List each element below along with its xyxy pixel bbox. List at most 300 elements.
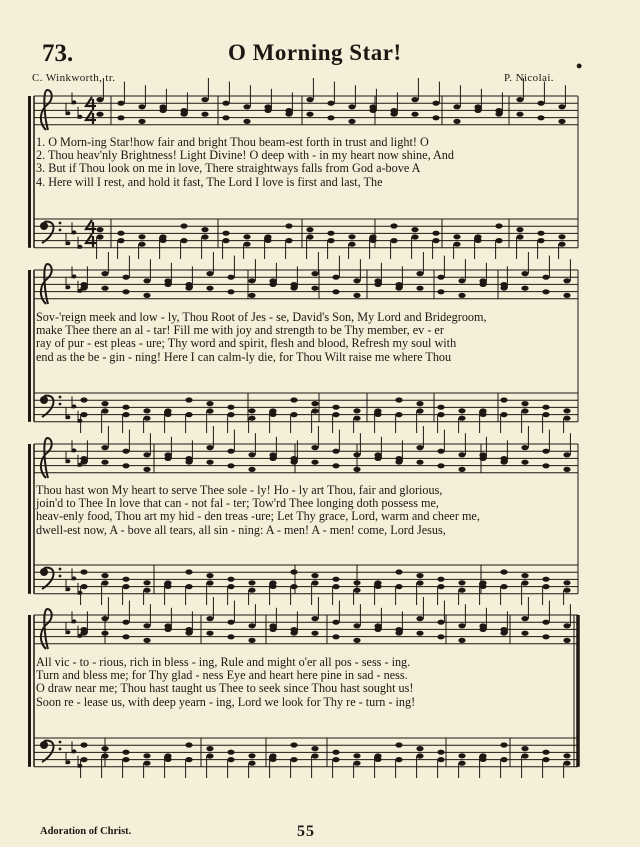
- note-head: [80, 569, 87, 574]
- note-head: [353, 293, 360, 298]
- note-head: [122, 412, 129, 417]
- note-head: [306, 97, 313, 102]
- bass-clef-icon: [40, 741, 48, 749]
- note-head: [164, 278, 171, 283]
- note-head: [395, 742, 402, 747]
- note-head: [311, 401, 318, 406]
- note-head: [416, 580, 423, 585]
- note-head: [458, 278, 465, 283]
- system-brace: [28, 96, 31, 248]
- lyric-line: dwell-est now, A - bove all tears, all sin - ning: A - men! A - men! come, Lord Jesus,: [36, 522, 446, 537]
- note-head: [521, 460, 528, 465]
- note-head: [521, 401, 528, 406]
- note-head: [521, 580, 528, 585]
- note-head: [248, 452, 255, 457]
- note-head: [332, 412, 339, 417]
- note-head: [164, 623, 171, 628]
- note-head: [206, 408, 213, 413]
- note-head: [185, 742, 192, 747]
- note-head: [269, 408, 276, 413]
- note-head: [332, 405, 339, 410]
- note-head: [332, 634, 339, 639]
- note-head: [416, 408, 423, 413]
- note-head: [159, 104, 166, 109]
- note-head: [206, 631, 213, 636]
- note-head: [306, 227, 313, 232]
- bass-clef-icon: [40, 396, 48, 404]
- note-head: [537, 238, 544, 243]
- note-head: [563, 580, 570, 585]
- note-head: [159, 234, 166, 239]
- note-head: [332, 750, 339, 755]
- note-head: [122, 634, 129, 639]
- note-head: [516, 112, 523, 117]
- note-head: [563, 452, 570, 457]
- note-head: [243, 104, 250, 109]
- note-head: [432, 231, 439, 236]
- note-head: [206, 445, 213, 450]
- note-head: [500, 282, 507, 287]
- note-head: [437, 750, 444, 755]
- note-head: [164, 452, 171, 457]
- note-head: [563, 638, 570, 643]
- hymn-title: O Morning Star!: [228, 40, 402, 65]
- note-head: [521, 616, 528, 621]
- note-head: [353, 408, 360, 413]
- note-head: [542, 405, 549, 410]
- note-head: [474, 104, 481, 109]
- note-head: [311, 616, 318, 621]
- note-head: [332, 584, 339, 589]
- note-head: [290, 282, 297, 287]
- note-head: [101, 573, 108, 578]
- note-head: [227, 275, 234, 280]
- note-head: [479, 452, 486, 457]
- note-head: [101, 286, 108, 291]
- note-head: [117, 115, 124, 120]
- note-head: [327, 238, 334, 243]
- lyric-line: make Thee there an al - tar! Fill me with joy and strength to be Thy member, ev - er: [36, 323, 444, 338]
- verse-block-2: [36, 311, 576, 364]
- note-head: [521, 408, 528, 413]
- note-head: [542, 275, 549, 280]
- note-head: [306, 234, 313, 239]
- note-head: [542, 620, 549, 625]
- note-head: [437, 412, 444, 417]
- note-head: [500, 584, 507, 589]
- note-head: [500, 412, 507, 417]
- note-head: [311, 746, 318, 751]
- note-head: [474, 234, 481, 239]
- note-head: [227, 405, 234, 410]
- note-head: [558, 242, 565, 247]
- lyric-line: 1. O Morn-ing Star!how fair and bright Thou beam-est forth in trust and light! O: [36, 135, 429, 149]
- note-head: [395, 569, 402, 574]
- note-head: [332, 463, 339, 468]
- note-head: [563, 588, 570, 593]
- note-head: [206, 460, 213, 465]
- lyric-line: 3. But if Thou look on me in love, There straightways falls from God a-bove A: [36, 161, 421, 176]
- note-head: [122, 275, 129, 280]
- note-head: [248, 761, 255, 766]
- note-head: [206, 616, 213, 621]
- note-head: [311, 580, 318, 585]
- note-head: [437, 757, 444, 762]
- note-head: [521, 746, 528, 751]
- note-head: [411, 234, 418, 239]
- note-head: [437, 289, 444, 294]
- note-head: [185, 412, 192, 417]
- note-head: [521, 573, 528, 578]
- note-head: [516, 227, 523, 232]
- note-head: [416, 631, 423, 636]
- note-head: [201, 97, 208, 102]
- lyric-line: All vic - to - rious, rich in bless - ing, Rule and might o'er all pos - sess - ing.: [36, 655, 411, 669]
- note-head: [206, 286, 213, 291]
- note-head: [416, 460, 423, 465]
- note-head: [458, 638, 465, 643]
- note-head: [327, 231, 334, 236]
- note-head: [80, 742, 87, 747]
- note-head: [143, 278, 150, 283]
- bass-clef-dot: [59, 748, 62, 751]
- lyric-line: 4. Here will I rest, and hold it fast, The Lord I love is first and last, The: [36, 174, 383, 189]
- note-head: [563, 293, 570, 298]
- bass-clef-icon: [40, 222, 48, 230]
- note-head: [290, 412, 297, 417]
- page-number: 55: [297, 823, 315, 840]
- note-head: [122, 577, 129, 582]
- note-head: [500, 742, 507, 747]
- note-head: [395, 584, 402, 589]
- note-head: [416, 746, 423, 751]
- note-head: [332, 620, 339, 625]
- bass-clef-dot: [59, 575, 62, 578]
- note-head: [80, 282, 87, 287]
- note-head: [138, 104, 145, 109]
- note-head: [80, 757, 87, 762]
- note-head: [311, 408, 318, 413]
- verse-block-4: [36, 656, 576, 709]
- note-head: [201, 234, 208, 239]
- note-head: [416, 616, 423, 621]
- note-head: [458, 293, 465, 298]
- note-head: [206, 401, 213, 406]
- note-head: [353, 753, 360, 758]
- note-head: [185, 627, 192, 632]
- note-head: [516, 234, 523, 239]
- lyric-line: heav-enly food, Thou art my hid - den treas -ure; Let Thy grace, Lord, warm and cheer me,: [36, 509, 480, 524]
- note-head: [290, 742, 297, 747]
- note-head: [290, 397, 297, 402]
- note-head: [143, 753, 150, 758]
- lyric-line: 2. Thou heav'nly Brightness! Light Divine! O deep with - in my heart now shine, And: [36, 148, 454, 163]
- note-head: [411, 227, 418, 232]
- note-head: [164, 580, 171, 585]
- lyric-line: end as the be - gin - ning! Here I can calm-ly die, for Thou Wilt raise me where Thou: [36, 349, 452, 364]
- note-head: [479, 580, 486, 585]
- note-head: [227, 584, 234, 589]
- note-head: [563, 278, 570, 283]
- note-head: [143, 408, 150, 413]
- translator-credit: C. Winkworth, tr.: [32, 72, 116, 84]
- note-head: [479, 278, 486, 283]
- note-head: [117, 101, 124, 106]
- note-head: [143, 467, 150, 472]
- note-head: [269, 580, 276, 585]
- note-head: [495, 238, 502, 243]
- note-head: [143, 638, 150, 643]
- note-head: [143, 452, 150, 457]
- note-head: [143, 623, 150, 628]
- note-head: [290, 456, 297, 461]
- note-head: [500, 397, 507, 402]
- note-head: [453, 242, 460, 247]
- note-head: [311, 573, 318, 578]
- note-head: [185, 456, 192, 461]
- note-head: [437, 463, 444, 468]
- note-head: [458, 580, 465, 585]
- lyric-line: Thou hast won My heart to serve Thee sole - ly! Ho - ly art Thou, fair and glorious,: [36, 483, 443, 497]
- note-head: [138, 119, 145, 124]
- note-head: [138, 242, 145, 247]
- note-head: [542, 750, 549, 755]
- note-head: [101, 580, 108, 585]
- note-head: [411, 97, 418, 102]
- note-head: [500, 456, 507, 461]
- note-head: [542, 577, 549, 582]
- note-head: [416, 573, 423, 578]
- note-head: [353, 588, 360, 593]
- lyric-line: O draw near me; Thou hast taught us Thee to seek since Thou hast sought us!: [36, 681, 414, 696]
- bass-clef-dot: [59, 222, 62, 225]
- note-head: [332, 577, 339, 582]
- note-head: [563, 761, 570, 766]
- note-head: [437, 405, 444, 410]
- note-head: [248, 588, 255, 593]
- note-head: [495, 223, 502, 228]
- note-head: [395, 627, 402, 632]
- note-head: [521, 271, 528, 276]
- note-head: [390, 108, 397, 113]
- lyric-line: join'd to Thee In love that can - not fal - ter; Tow'rd Thee longing doth possess me,: [36, 496, 439, 511]
- bass-clef-dot: [59, 568, 62, 571]
- note-head: [458, 623, 465, 628]
- note-head: [353, 580, 360, 585]
- verse-block-1: [36, 136, 576, 189]
- note-head: [122, 449, 129, 454]
- note-head: [290, 569, 297, 574]
- note-head: [101, 616, 108, 621]
- note-head: [416, 286, 423, 291]
- note-head: [542, 584, 549, 589]
- note-head: [311, 286, 318, 291]
- note-head: [227, 289, 234, 294]
- note-head: [537, 231, 544, 236]
- note-head: [411, 112, 418, 117]
- note-head: [269, 753, 276, 758]
- note-head: [563, 467, 570, 472]
- note-head: [269, 623, 276, 628]
- note-head: [348, 234, 355, 239]
- note-head: [248, 580, 255, 585]
- note-head: [327, 115, 334, 120]
- note-head: [374, 580, 381, 585]
- note-head: [437, 584, 444, 589]
- note-head: [353, 623, 360, 628]
- note-head: [248, 408, 255, 413]
- note-head: [185, 282, 192, 287]
- note-head: [227, 412, 234, 417]
- note-head: [185, 584, 192, 589]
- note-head: [416, 401, 423, 406]
- note-head: [353, 452, 360, 457]
- note-head: [327, 101, 334, 106]
- note-head: [521, 286, 528, 291]
- note-head: [227, 577, 234, 582]
- note-head: [437, 577, 444, 582]
- note-head: [558, 119, 565, 124]
- note-head: [180, 238, 187, 243]
- note-head: [101, 271, 108, 276]
- note-head: [542, 449, 549, 454]
- note-head: [101, 631, 108, 636]
- note-head: [248, 416, 255, 421]
- note-head: [185, 569, 192, 574]
- note-head: [227, 463, 234, 468]
- system-brace: [28, 270, 31, 422]
- note-head: [416, 271, 423, 276]
- note-head: [243, 119, 250, 124]
- note-head: [80, 456, 87, 461]
- note-head: [222, 101, 229, 106]
- note-head: [479, 408, 486, 413]
- verse-block-3: [36, 484, 576, 537]
- note-head: [390, 238, 397, 243]
- note-head: [96, 112, 103, 117]
- lyric-line: Sov-'reign meek and low - ly, Thou Root of Jes - se, David's Son, My Lord and Bridegroom,: [36, 310, 487, 324]
- note-head: [332, 289, 339, 294]
- note-head: [348, 104, 355, 109]
- bass-clef-dot: [59, 229, 62, 232]
- note-head: [122, 463, 129, 468]
- note-head: [290, 627, 297, 632]
- note-head: [416, 753, 423, 758]
- note-head: [222, 238, 229, 243]
- note-head: [248, 467, 255, 472]
- note-head: [164, 753, 171, 758]
- note-head: [416, 445, 423, 450]
- note-head: [122, 750, 129, 755]
- note-head: [248, 278, 255, 283]
- note-head: [353, 638, 360, 643]
- note-head: [542, 463, 549, 468]
- note-head: [201, 227, 208, 232]
- note-head: [285, 108, 292, 113]
- note-head: [563, 408, 570, 413]
- note-head: [143, 588, 150, 593]
- note-head: [369, 234, 376, 239]
- note-head: [453, 234, 460, 239]
- note-head: [458, 452, 465, 457]
- note-head: [227, 750, 234, 755]
- note-head: [80, 412, 87, 417]
- hymn-number: 73.: [42, 40, 74, 67]
- note-head: [500, 757, 507, 762]
- note-head: [537, 115, 544, 120]
- note-head: [290, 584, 297, 589]
- note-head: [542, 412, 549, 417]
- note-head: [332, 275, 339, 280]
- note-head: [206, 573, 213, 578]
- note-head: [311, 445, 318, 450]
- bass-clef-dot: [59, 403, 62, 406]
- note-head: [222, 231, 229, 236]
- note-head: [101, 753, 108, 758]
- note-head: [80, 627, 87, 632]
- note-head: [348, 119, 355, 124]
- note-head: [516, 97, 523, 102]
- note-head: [290, 757, 297, 762]
- note-head: [96, 227, 103, 232]
- lyric-line: Soon re - lease us, with deep yearn - ing, Lord we look for Thy re - turn - ing!: [36, 694, 416, 709]
- note-head: [285, 223, 292, 228]
- note-head: [248, 293, 255, 298]
- note-head: [122, 757, 129, 762]
- note-head: [248, 638, 255, 643]
- note-head: [248, 753, 255, 758]
- note-head: [453, 119, 460, 124]
- note-head: [353, 416, 360, 421]
- note-head: [563, 753, 570, 758]
- note-head: [122, 584, 129, 589]
- note-head: [269, 278, 276, 283]
- title-ornament: •: [576, 56, 583, 76]
- note-head: [374, 278, 381, 283]
- lyric-line: ray of pur - est pleas - ure; Thy word and spirit, flesh and blood, Refresh my soul with: [36, 336, 457, 351]
- note-head: [311, 271, 318, 276]
- note-head: [143, 761, 150, 766]
- note-head: [143, 293, 150, 298]
- note-head: [437, 620, 444, 625]
- note-head: [332, 449, 339, 454]
- note-head: [563, 623, 570, 628]
- note-head: [458, 588, 465, 593]
- note-head: [500, 569, 507, 574]
- note-head: [353, 278, 360, 283]
- note-head: [479, 753, 486, 758]
- system-brace: [28, 615, 31, 767]
- note-head: [521, 445, 528, 450]
- note-head: [395, 282, 402, 287]
- note-head: [437, 449, 444, 454]
- note-head: [122, 405, 129, 410]
- note-head: [122, 289, 129, 294]
- system-brace: [28, 444, 31, 594]
- note-head: [101, 401, 108, 406]
- note-head: [311, 753, 318, 758]
- note-head: [353, 467, 360, 472]
- note-head: [495, 108, 502, 113]
- note-head: [353, 761, 360, 766]
- note-head: [101, 445, 108, 450]
- note-head: [542, 289, 549, 294]
- footer-topic: Adoration of Christ.: [40, 826, 132, 837]
- note-head: [117, 238, 124, 243]
- lyric-line: Turn and bless me; for Thy glad - ness Eye and heart here pine in sad - ness.: [36, 668, 408, 683]
- note-head: [332, 757, 339, 762]
- note-head: [542, 757, 549, 762]
